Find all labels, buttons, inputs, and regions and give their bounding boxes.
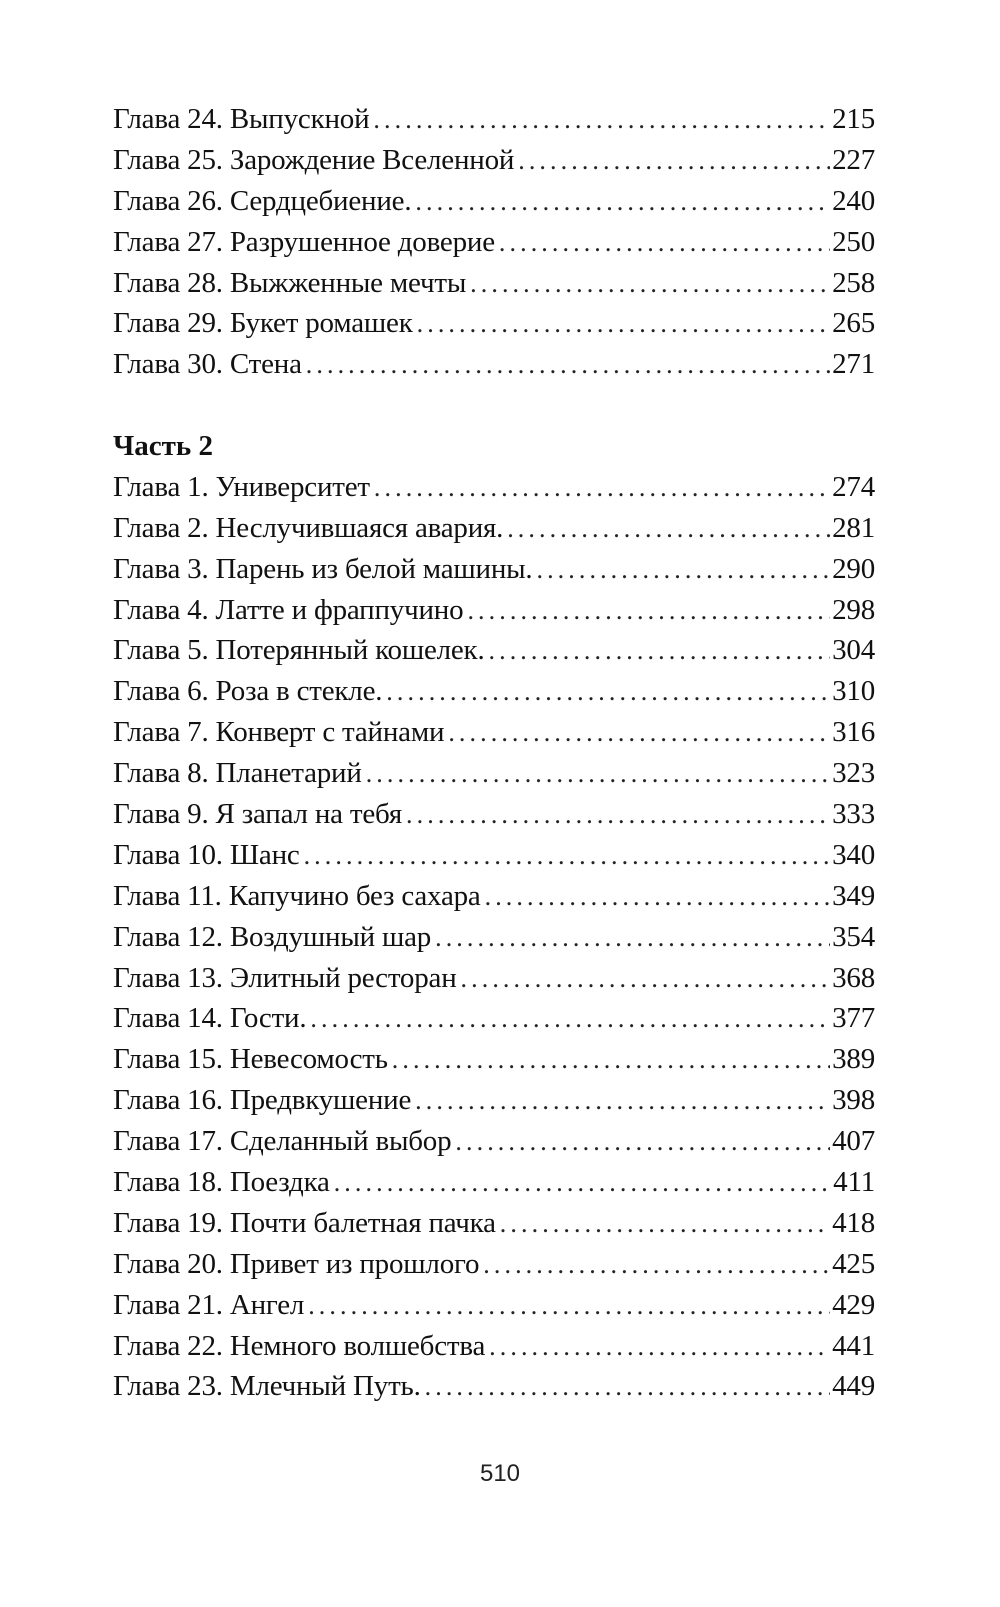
- toc-entry-title: Глава 15. Невесомость: [113, 1043, 388, 1076]
- toc-entry: [113, 467, 875, 508]
- dot-leader: [304, 836, 831, 877]
- dot-leader: [417, 304, 830, 345]
- toc-entry-title: Глава 11. Капучино без сахара: [113, 879, 481, 912]
- toc-entry: [113, 630, 875, 671]
- dot-leader: [425, 1367, 830, 1408]
- toc-entry-page: 418: [832, 1206, 875, 1239]
- toc-entry-page: 398: [832, 1084, 875, 1117]
- toc-entry-page: 354: [832, 920, 875, 953]
- toc-entry-title: Глава 13. Элитный ресторан: [113, 961, 457, 994]
- toc-entry-page: 274: [832, 470, 875, 503]
- toc-entry-title: Глава 6. Роза в стекле.: [113, 675, 383, 708]
- dot-leader: [415, 182, 830, 223]
- toc-entry-page: 310: [832, 675, 875, 708]
- toc-entry: [113, 1203, 875, 1244]
- dot-leader: [467, 591, 830, 632]
- toc-entry-title: Глава 12. Воздушный шар: [113, 920, 432, 953]
- toc-entry-page: 429: [832, 1288, 875, 1321]
- toc-entry: [113, 917, 875, 958]
- toc-entry-title: Глава 27. Разрушенное доверие: [113, 225, 495, 258]
- toc-entry-title: Глава 8. Планетарий: [113, 757, 362, 790]
- toc-entry-page: 407: [832, 1125, 875, 1158]
- toc-entry-title: Глава 21. Ангел: [113, 1288, 305, 1321]
- toc-entry-title: Глава 3. Парень из белой машины.: [113, 552, 533, 585]
- toc-entry-title: Глава 29. Букет ромашек: [113, 307, 413, 340]
- toc-entry-title: Глава 26. Сердцебиение.: [113, 184, 412, 217]
- toc-entry-page: 349: [832, 879, 875, 912]
- toc-entry-page: 240: [832, 184, 875, 217]
- toc-entry: [113, 712, 875, 753]
- toc-entry-title: Глава 16. Предвкушение: [113, 1084, 412, 1117]
- toc-entry: [113, 753, 875, 794]
- toc-entry-title: Глава 10. Шанс: [113, 838, 300, 871]
- dot-leader: [518, 141, 830, 182]
- toc-entry-title: Глава 25. Зарождение Вселенной: [113, 143, 515, 176]
- toc-entry-page: 215: [832, 103, 875, 135]
- toc-entry-title: Глава 23. Млечный Путь.: [113, 1370, 421, 1403]
- toc-entry-page: 271: [832, 348, 875, 381]
- toc-entry: [113, 181, 875, 222]
- toc-entry-page: 377: [832, 1002, 875, 1035]
- toc-entry: [113, 549, 875, 590]
- dot-leader: [455, 1122, 830, 1163]
- toc-entry-title: Глава 4. Латте и фраппучино: [113, 593, 464, 626]
- dot-leader: [334, 1163, 831, 1204]
- toc-entry: [113, 222, 875, 263]
- dot-leader: [485, 877, 831, 918]
- toc-entry-page: 441: [832, 1329, 875, 1362]
- toc-entry: [113, 1121, 875, 1162]
- dot-leader: [448, 713, 830, 754]
- toc-entry-page: 323: [832, 757, 875, 790]
- toc-entry: [113, 99, 875, 140]
- dot-leader: [308, 1286, 830, 1327]
- toc-entry: [113, 303, 875, 344]
- toc-entry: [113, 835, 875, 876]
- toc-entry: [113, 1366, 875, 1407]
- dot-leader: [435, 918, 830, 959]
- toc-entry: [113, 1162, 875, 1203]
- toc-section-part1-end: [113, 99, 875, 385]
- toc-entry-title: Глава 30. Стена: [113, 348, 302, 381]
- toc-entry-page: 333: [832, 798, 875, 831]
- dot-leader: [489, 1327, 830, 1368]
- toc-section-part2: [113, 426, 875, 1407]
- dot-leader: [507, 509, 830, 550]
- toc-entry: [113, 876, 875, 917]
- toc-entry: [113, 1080, 875, 1121]
- page-number: 510: [479, 1460, 521, 1487]
- dot-leader: [392, 1040, 830, 1081]
- toc-entry: [113, 1244, 875, 1285]
- toc-entry-page: 227: [832, 143, 875, 176]
- toc-entry-title: Глава 14. Гости.: [113, 1002, 307, 1035]
- toc-entry: [113, 344, 875, 385]
- toc-entry-title: Глава 7. Конверт с тайнами: [113, 716, 445, 749]
- dot-leader: [406, 795, 830, 836]
- toc-entry-page: 304: [832, 634, 875, 667]
- dot-leader: [489, 631, 831, 672]
- toc-entry-page: 250: [832, 225, 875, 258]
- toc-entry: [113, 998, 875, 1039]
- toc-entry: [113, 263, 875, 304]
- toc-entry-page: 411: [833, 1166, 875, 1199]
- toc-entry-page: 316: [832, 716, 875, 749]
- toc-entry-page: 389: [832, 1043, 875, 1076]
- toc-entry: [113, 958, 875, 999]
- toc-entry: [113, 794, 875, 835]
- dot-leader: [373, 100, 830, 141]
- toc-entry-page: 281: [832, 511, 875, 544]
- dot-leader: [366, 754, 830, 795]
- toc-entry-title: Глава 19. Почти балетная пачка: [113, 1206, 496, 1239]
- dot-leader: [483, 1245, 830, 1286]
- toc-entry-page: 298: [832, 593, 875, 626]
- toc-entry-title: Глава 9. Я запал на тебя: [113, 798, 403, 831]
- dot-leader: [536, 550, 830, 591]
- toc-entry: [113, 1039, 875, 1080]
- dot-leader: [306, 345, 830, 386]
- toc-entry-page: 425: [832, 1247, 875, 1280]
- dot-leader: [499, 223, 830, 264]
- toc-entry-title: Глава 28. Выжженные мечты: [113, 266, 467, 299]
- toc-entry-page: 449: [832, 1370, 875, 1403]
- part-heading: Часть 2: [113, 430, 213, 462]
- dot-leader: [461, 959, 831, 1000]
- toc-entry: [113, 671, 875, 712]
- dot-leader: [386, 672, 830, 713]
- toc-entry: [113, 590, 875, 631]
- toc-entry-title: Глава 17. Сделанный выбор: [113, 1125, 452, 1158]
- dot-leader: [415, 1081, 830, 1122]
- toc-entry-title: Глава 18. Поездка: [113, 1166, 330, 1199]
- toc-entry-page: 258: [832, 266, 875, 299]
- toc-entry: [113, 1326, 875, 1367]
- toc-entry-title: Глава 1. Университет: [113, 470, 370, 503]
- toc-entry-page: 368: [832, 961, 875, 994]
- dot-leader: [470, 264, 830, 305]
- toc-entry-page: 340: [832, 838, 875, 871]
- dot-leader: [310, 999, 830, 1040]
- dot-leader: [374, 468, 830, 509]
- toc-entry-page: 290: [832, 552, 875, 585]
- toc-entry-title: Глава 22. Немного волшебства: [113, 1329, 486, 1362]
- toc-entry-title: Глава 2. Неслучившаяся авария.: [113, 511, 504, 544]
- toc-entry-title: Глава 5. Потерянный кошелек.: [113, 634, 485, 667]
- toc-entry: [113, 1285, 875, 1326]
- dot-leader: [500, 1204, 830, 1245]
- toc-entry: [113, 140, 875, 181]
- toc-entry: [113, 508, 875, 549]
- toc-entry-title: Глава 24. Выпускной: [113, 103, 370, 135]
- toc-entry-title: Глава 20. Привет из прошлого: [113, 1247, 480, 1280]
- toc-entry-page: 265: [832, 307, 875, 340]
